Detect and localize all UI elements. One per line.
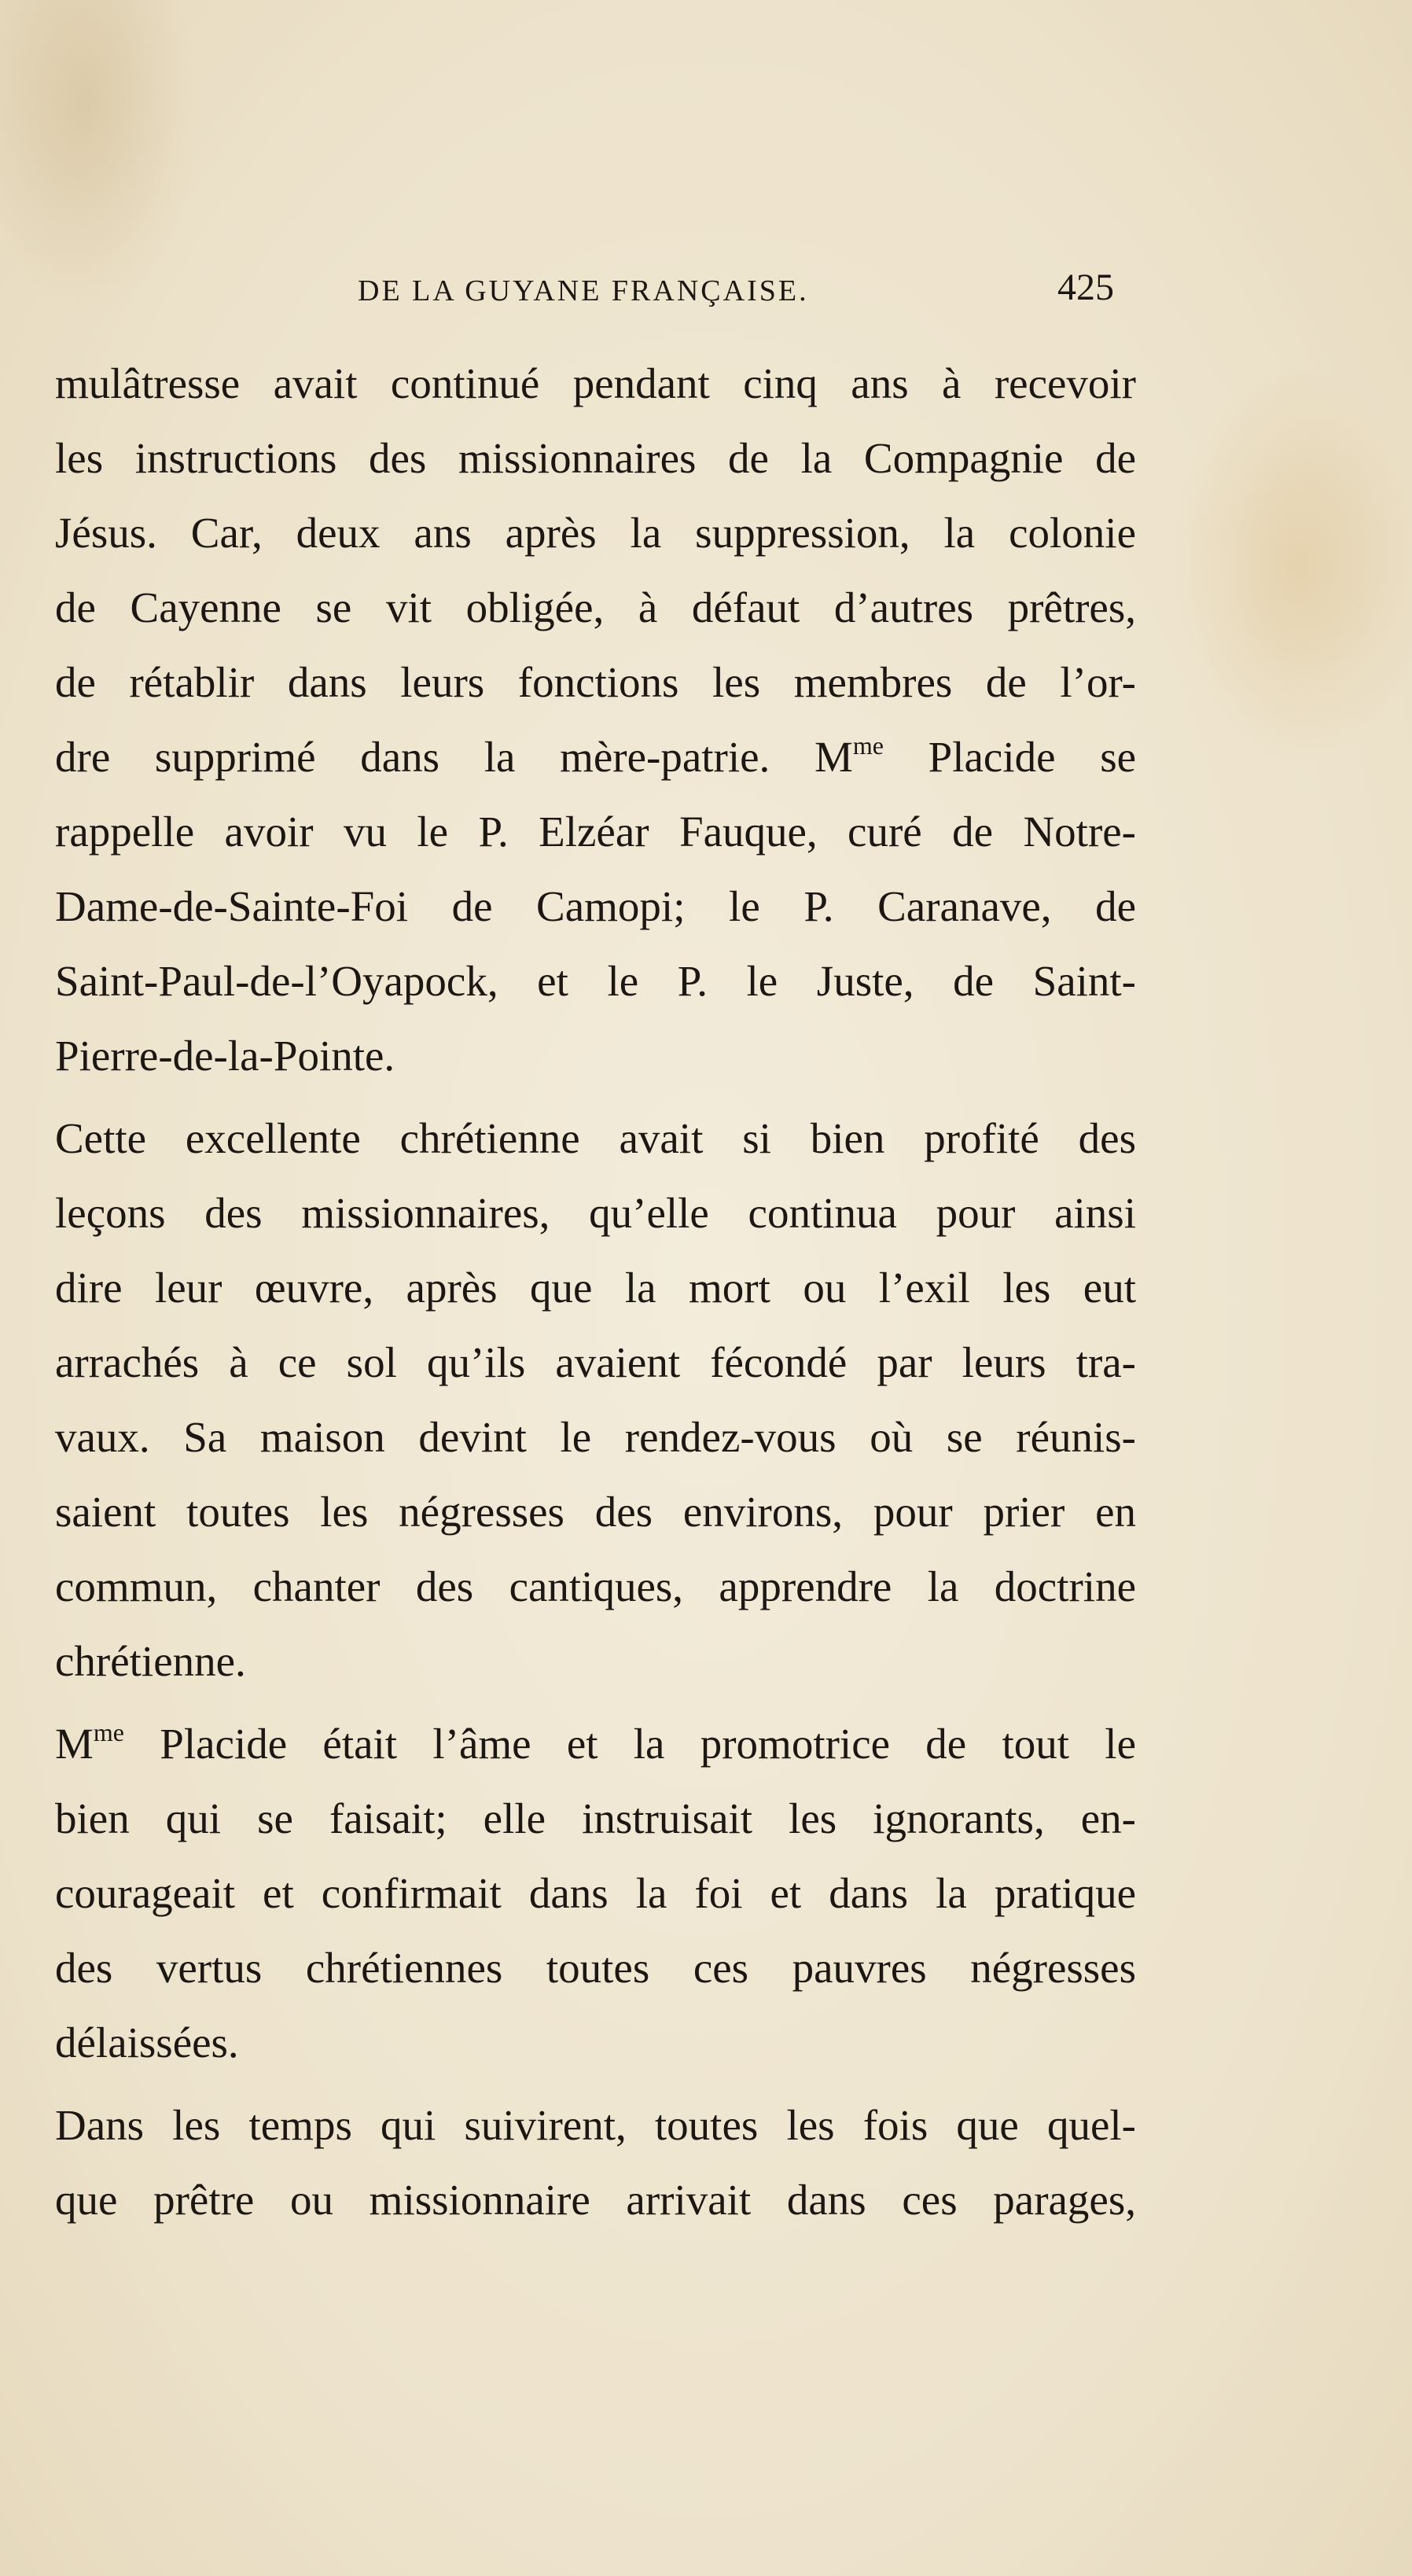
text-line: mulâtresse avait continué pendant cinq ans à recevoir xyxy=(55,359,1136,407)
title-abbreviation: M xyxy=(814,733,853,781)
text-line: Dame-de-Sainte-Foi de Camopi; le P. Caranave, de xyxy=(55,882,1136,930)
running-header xyxy=(0,267,1412,315)
paragraph-1 xyxy=(55,346,1136,1093)
text-line-with-title xyxy=(55,719,1136,794)
paragraph-gap xyxy=(55,1698,1136,1706)
text-line: de Cayenne se vit obligée, à défaut d’autres prêtres, xyxy=(55,583,1136,631)
title-abbreviation: M xyxy=(55,1720,94,1768)
body-text xyxy=(55,346,1136,2237)
text-line: bien qui se faisait; elle instruisait les ignorants, en- xyxy=(55,1794,1136,1842)
text-line: Jésus. Car, deux ans après la suppression, la colonie xyxy=(55,509,1136,557)
text-line: courageait et confirmait dans la foi et dans la pratique xyxy=(55,1869,1136,1917)
text-line: dire leur œuvre, après que la mort ou l’exil les eut xyxy=(55,1264,1136,1312)
text-line: des vertus chrétiennes toutes ces pauvres négresses xyxy=(55,1944,1136,1992)
text-line: délaissées. xyxy=(55,2018,239,2066)
text-line: chrétienne. xyxy=(55,1637,246,1685)
title-superscript: me xyxy=(93,1718,124,1746)
text-line: commun, chanter des cantiques, apprendre la doctrine xyxy=(55,1562,1136,1610)
paragraph-gap xyxy=(55,2080,1136,2088)
running-title: DE LA GUYANE FRANÇAISE. xyxy=(358,274,809,307)
text-line: Dans les temps qui suivirent, toutes les fois que quel- xyxy=(55,2101,1136,2149)
paragraph-3 xyxy=(55,1706,1136,2080)
text-line: vaux. Sa maison devint le rendez-vous où se réunis- xyxy=(55,1413,1136,1461)
text-fragment: Placide était l’âme et la promotrice de tout le xyxy=(160,1720,1136,1768)
text-line: leçons des missionnaires, qu’elle continua pour ainsi xyxy=(55,1189,1136,1237)
text-line: arrachés à ce sol qu’ils avaient fécondé par leurs tra- xyxy=(55,1338,1136,1386)
text-fragment: Placide se xyxy=(928,733,1136,781)
text-fragment: dre supprimé dans la mère-patrie. xyxy=(55,733,770,781)
text-line: les instructions des missionnaires de la Compagnie de xyxy=(55,434,1136,482)
text-line: Cette excellente chrétienne avait si bien profité des xyxy=(55,1114,1136,1162)
text-line-with-title xyxy=(55,1706,1136,1781)
paragraph-4 xyxy=(55,2088,1136,2237)
title-superscript: me xyxy=(852,731,884,760)
text-line: saient toutes les négresses des environs, pour prier en xyxy=(55,1488,1136,1536)
text-line: Saint-Paul-de-l’Oyapock, et le P. le Juste, de Saint- xyxy=(55,957,1136,1005)
text-line: rappelle avoir vu le P. Elzéar Fauque, curé de Notre- xyxy=(55,808,1136,856)
paragraph-gap xyxy=(55,1093,1136,1101)
text-line: de rétablir dans leurs fonctions les membres de l’or- xyxy=(55,658,1136,706)
page-number: 425 xyxy=(1057,267,1114,308)
text-line: Pierre-de-la-Pointe. xyxy=(55,1032,395,1080)
text-line: que prêtre ou missionnaire arrivait dans ces parages, xyxy=(55,2176,1136,2224)
paragraph-2 xyxy=(55,1101,1136,1698)
